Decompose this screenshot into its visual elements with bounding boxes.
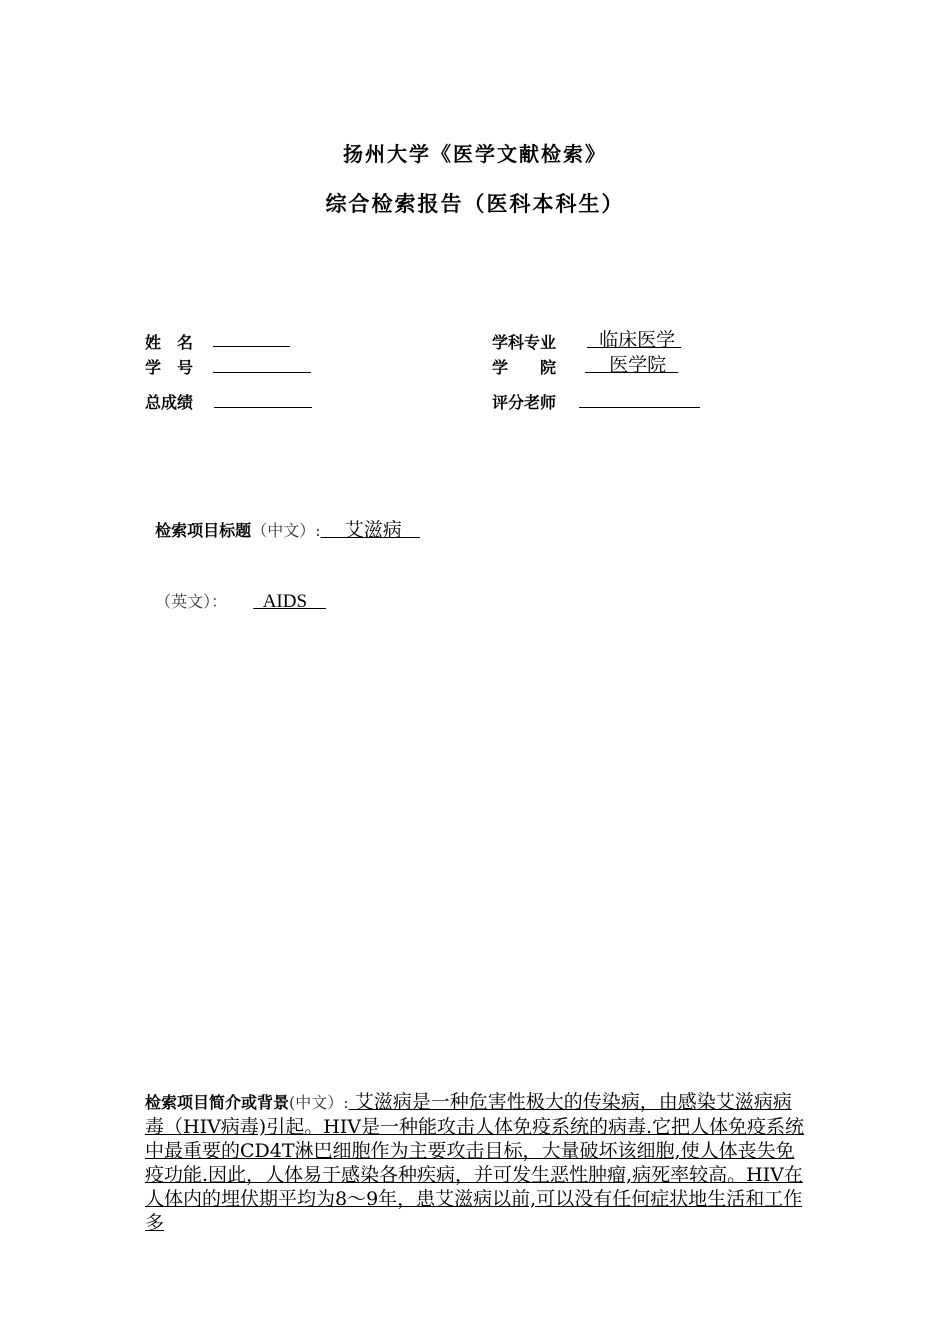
project-title-en-value: AIDS [253, 591, 327, 612]
report-title-line2: 综合检索报告（医科本科生） [325, 192, 625, 216]
teacher-label: 评分老师 [492, 393, 557, 412]
background-label: 检索项目简介或背景 [145, 1093, 290, 1112]
name-label: 姓 名 [145, 333, 194, 352]
background-hint: (中文）: [289, 1093, 349, 1112]
project-background [145, 1090, 805, 1235]
name-field[interactable] [213, 328, 290, 347]
project-title-en-row [145, 570, 326, 613]
project-title-cn-hint: （中文）: [251, 521, 321, 540]
background-text: 艾滋病是一种危害性极大的传染病，由感染艾滋病病毒（HIV病毒)引起。HIV是一种能攻击人体免疫系统的病毒.它把人体免疫系统中最重要的CD4T淋巴细胞作为主要攻击目标，大量破坏该细胞,使人体丧失免疫功能.因此，人体易于感染各种疾病，并可发生恶性肿瘤,病死率较高。HIV在人体内的埋伏期平均为8～9年，患艾滋病以前,可以没有任何症状地生活和工作多 [145, 1091, 805, 1234]
total-score-field[interactable] [214, 389, 312, 408]
major-value: 临床医学 [587, 329, 682, 351]
college-label: 学 院 [492, 358, 557, 377]
project-title-cn-value: 艾滋病 [320, 519, 420, 541]
project-title-en-hint: （英文）： [155, 592, 228, 611]
project-title-label: 检索项目标题 [155, 521, 252, 540]
college-value: 医学院 [585, 354, 679, 376]
student-id-label: 学 号 [145, 358, 194, 377]
total-score-label: 总成绩 [145, 393, 194, 412]
student-id-field[interactable] [213, 354, 311, 373]
project-title-row [145, 496, 420, 542]
teacher-field[interactable] [579, 389, 700, 408]
report-title-line1: 扬州大学《医学文献检索》 [343, 142, 607, 166]
major-label: 学科专业 [492, 333, 557, 352]
